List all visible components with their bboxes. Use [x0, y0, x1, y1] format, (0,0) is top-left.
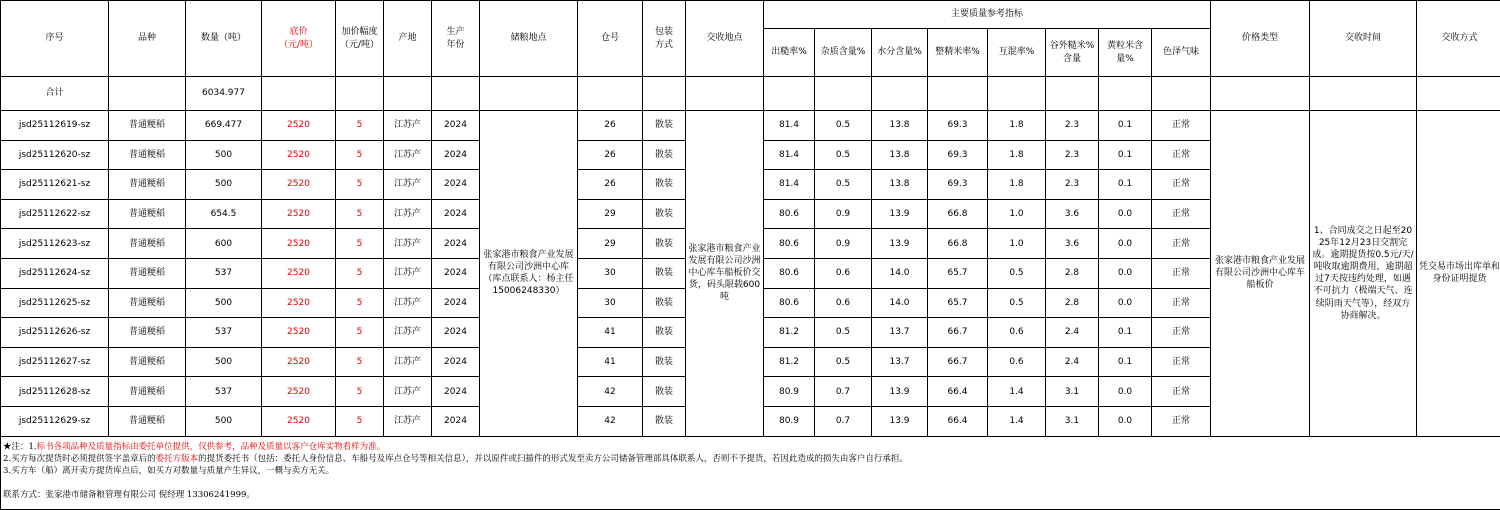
row-q4: 66.7 — [928, 347, 988, 377]
row-price: 2520 — [262, 377, 336, 407]
empty-cell — [480, 77, 578, 111]
row-qty: 500 — [186, 347, 262, 377]
row-q4: 66.8 — [928, 199, 988, 229]
row-q7: 0.1 — [1099, 111, 1152, 141]
header-increment-l1: 加价幅度 — [341, 27, 377, 37]
empty-cell — [988, 77, 1046, 111]
row-price: 2520 — [262, 229, 336, 259]
empty-cell — [686, 77, 764, 111]
row-q3: 13.7 — [872, 347, 928, 377]
notes-cell — [1, 436, 1500, 509]
row-qty: 654.5 — [186, 199, 262, 229]
row-q3: 13.7 — [872, 318, 928, 348]
row-id: jsd25112626-sz — [1, 318, 109, 348]
row-q6: 2.8 — [1046, 288, 1099, 318]
header-q1: 出糙率% — [764, 29, 815, 77]
header-base-price-l1: 底价 — [289, 27, 307, 37]
row-increment: 5 — [336, 170, 384, 200]
row-q5: 1.8 — [988, 111, 1046, 141]
row-pack: 散装 — [643, 347, 686, 377]
row-qty: 537 — [186, 258, 262, 288]
row-year: 2024 — [432, 406, 480, 436]
row-increment: 5 — [336, 288, 384, 318]
header-base-price-l2: （元/吨） — [279, 40, 318, 50]
row-q1: 80.6 — [764, 288, 815, 318]
empty-cell — [928, 77, 988, 111]
row-price: 2520 — [262, 140, 336, 170]
row-q5: 1.4 — [988, 377, 1046, 407]
header-q2: 杂质含量% — [815, 29, 872, 77]
row-price: 2520 — [262, 258, 336, 288]
empty-cell — [336, 77, 384, 111]
row-q5: 1.8 — [988, 170, 1046, 200]
row-q3: 13.9 — [872, 199, 928, 229]
row-q3: 14.0 — [872, 288, 928, 318]
note-1 — [3, 441, 1494, 453]
row-year: 2024 — [432, 347, 480, 377]
row-q1: 81.2 — [764, 318, 815, 348]
row-variety: 普通粳稻 — [109, 111, 186, 141]
row-origin: 江苏产 — [384, 199, 432, 229]
row-q3: 13.8 — [872, 111, 928, 141]
row-q8: 正常 — [1152, 140, 1211, 170]
row-origin: 江苏产 — [384, 111, 432, 141]
row-q6: 2.3 — [1046, 170, 1099, 200]
header-pack-l1: 包装 — [655, 27, 673, 37]
row-warehouse: 41 — [578, 318, 643, 348]
header-base-price — [262, 1, 336, 77]
row-id: jsd25112624-sz — [1, 258, 109, 288]
row-year: 2024 — [432, 140, 480, 170]
row-q3: 14.0 — [872, 258, 928, 288]
row-year: 2024 — [432, 111, 480, 141]
row-price: 2520 — [262, 318, 336, 348]
row-q7: 0.0 — [1099, 377, 1152, 407]
row-q1: 80.6 — [764, 229, 815, 259]
row-pack: 散装 — [643, 170, 686, 200]
row-pack: 散装 — [643, 318, 686, 348]
row-pack: 散装 — [643, 258, 686, 288]
row-q7: 0.0 — [1099, 199, 1152, 229]
row-q8: 正常 — [1152, 258, 1211, 288]
row-q1: 80.9 — [764, 377, 815, 407]
row-price: 2520 — [262, 288, 336, 318]
header-warehouse: 仓号 — [578, 1, 643, 77]
row-id: jsd25112628-sz — [1, 377, 109, 407]
header-q4: 整精米率% — [928, 29, 988, 77]
row-q8: 正常 — [1152, 229, 1211, 259]
row-q5: 0.6 — [988, 347, 1046, 377]
row-price: 2520 — [262, 111, 336, 141]
row-origin: 江苏产 — [384, 170, 432, 200]
row-q3: 13.9 — [872, 229, 928, 259]
note-1-red: 标书各项品种及质量指标由委托单位提供，仅供参考，品种及质量以客户仓库实物看样为准。 — [37, 442, 386, 452]
row-id: jsd25112623-sz — [1, 229, 109, 259]
empty-cell — [578, 77, 643, 111]
row-q4: 66.4 — [928, 406, 988, 436]
row-year: 2024 — [432, 199, 480, 229]
row-origin: 江苏产 — [384, 288, 432, 318]
row-pack: 散装 — [643, 111, 686, 141]
empty-cell — [432, 77, 480, 111]
header-increment — [336, 1, 384, 77]
row-origin: 江苏产 — [384, 318, 432, 348]
header-quality-group: 主要质量参考指标 — [764, 1, 1211, 29]
row-pack: 散装 — [643, 377, 686, 407]
row-warehouse: 26 — [578, 140, 643, 170]
row-q8: 正常 — [1152, 406, 1211, 436]
empty-cell — [1310, 77, 1417, 111]
row-q4: 69.3 — [928, 140, 988, 170]
row-q1: 80.6 — [764, 258, 815, 288]
note-2 — [3, 453, 1494, 465]
total-empty — [109, 77, 186, 111]
header-delivery: 交收地点 — [686, 1, 764, 77]
note-2-a: 2.买方每次提货时必须提供签字盖章后的 — [3, 454, 156, 464]
row-q7: 0.1 — [1099, 347, 1152, 377]
row-origin: 江苏产 — [384, 229, 432, 259]
row-year: 2024 — [432, 170, 480, 200]
header-q3: 水分含量% — [872, 29, 928, 77]
row-q6: 2.4 — [1046, 347, 1099, 377]
empty-cell — [1099, 77, 1152, 111]
header-year-l2: 年份 — [446, 40, 464, 50]
trade-time: 1、合同成交之日起至2025年12月23日交割完成。逾期提货按0.5元/天/吨收取逾期费用，逾期超过7天按违约处理，如遇不可抗力（极端天气、连续阴雨天气等），经双方协商解决。 — [1310, 111, 1417, 437]
row-q3: 13.9 — [872, 406, 928, 436]
row-increment: 5 — [336, 140, 384, 170]
price-type: 张家港市粮食产业发展有限公司沙洲中心库车船板价 — [1211, 111, 1310, 437]
row-increment: 5 — [336, 229, 384, 259]
row-warehouse: 30 — [578, 288, 643, 318]
row-q8: 正常 — [1152, 170, 1211, 200]
row-q5: 1.8 — [988, 140, 1046, 170]
header-q5: 互混率% — [988, 29, 1046, 77]
empty-cell — [384, 77, 432, 111]
row-q4: 69.3 — [928, 111, 988, 141]
row-q7: 0.1 — [1099, 140, 1152, 170]
table-row — [1, 111, 1500, 141]
row-q7: 0.1 — [1099, 170, 1152, 200]
row-variety: 普通粳稻 — [109, 406, 186, 436]
row-warehouse: 41 — [578, 347, 643, 377]
row-warehouse: 29 — [578, 229, 643, 259]
row-q3: 13.9 — [872, 377, 928, 407]
row-price: 2520 — [262, 406, 336, 436]
row-price: 2520 — [262, 170, 336, 200]
header-variety: 品种 — [109, 1, 186, 77]
trade-method: 凭交易市场出库单和身份证明提货 — [1417, 111, 1500, 437]
row-q1: 81.4 — [764, 140, 815, 170]
header-pack-l2: 方式 — [655, 40, 673, 50]
empty-cell — [1046, 77, 1099, 111]
row-origin: 江苏产 — [384, 347, 432, 377]
row-variety: 普通粳稻 — [109, 258, 186, 288]
row-q7: 0.0 — [1099, 406, 1152, 436]
row-q6: 2.8 — [1046, 258, 1099, 288]
row-origin: 江苏产 — [384, 377, 432, 407]
row-increment: 5 — [336, 199, 384, 229]
empty-cell — [262, 77, 336, 111]
header-price-type: 价格类型 — [1211, 1, 1310, 77]
table-body — [1, 77, 1500, 437]
row-id: jsd25112627-sz — [1, 347, 109, 377]
row-q8: 正常 — [1152, 288, 1211, 318]
header-origin: 产地 — [384, 1, 432, 77]
note-1-prefix: ★注：1. — [3, 442, 37, 452]
row-q8: 正常 — [1152, 347, 1211, 377]
row-price: 2520 — [262, 347, 336, 377]
row-origin: 江苏产 — [384, 258, 432, 288]
row-q2: 0.9 — [815, 199, 872, 229]
row-q6: 3.6 — [1046, 199, 1099, 229]
row-warehouse: 30 — [578, 258, 643, 288]
row-increment: 5 — [336, 406, 384, 436]
header-q6: 谷外糙米%含量 — [1046, 29, 1099, 77]
total-qty: 6034.977 — [186, 77, 262, 111]
total-row — [1, 77, 1500, 111]
row-id: jsd25112622-sz — [1, 199, 109, 229]
header-pack — [643, 1, 686, 77]
row-qty: 537 — [186, 377, 262, 407]
row-variety: 普通粳稻 — [109, 288, 186, 318]
row-increment: 5 — [336, 111, 384, 141]
header-storage: 储粮地点 — [480, 1, 578, 77]
row-q1: 81.4 — [764, 111, 815, 141]
row-q8: 正常 — [1152, 111, 1211, 141]
total-label: 合计 — [1, 77, 109, 111]
row-pack: 散装 — [643, 288, 686, 318]
row-qty: 500 — [186, 140, 262, 170]
header-increment-l2: （元/吨） — [340, 40, 379, 50]
row-year: 2024 — [432, 377, 480, 407]
row-q2: 0.5 — [815, 347, 872, 377]
delivery-location: 张家港市粮食产业发展有限公司沙洲中心库车船板价交货，码头限载600吨 — [686, 111, 764, 437]
row-variety: 普通粳稻 — [109, 318, 186, 348]
row-id: jsd25112620-sz — [1, 140, 109, 170]
row-variety: 普通粳稻 — [109, 229, 186, 259]
row-q5: 0.6 — [988, 318, 1046, 348]
row-q8: 正常 — [1152, 199, 1211, 229]
header-trade-method: 交收方式 — [1417, 1, 1500, 77]
row-q2: 0.5 — [815, 140, 872, 170]
header-year-l1: 生产 — [446, 27, 464, 37]
header-trade-time: 交收时间 — [1310, 1, 1417, 77]
contact-info: 联系方式：张家港市储备粮管理有限公司 倪经理 13306241999。 — [3, 489, 1494, 501]
row-warehouse: 26 — [578, 170, 643, 200]
row-q7: 0.0 — [1099, 229, 1152, 259]
empty-cell — [764, 77, 815, 111]
row-origin: 江苏产 — [384, 140, 432, 170]
row-variety: 普通粳稻 — [109, 170, 186, 200]
note-2-red: 委托方版本 — [156, 454, 199, 464]
storage-location: 张家港市粮食产业发展有限公司沙洲中心库（库点联系人：杨主任15006248330） — [480, 111, 578, 437]
row-q4: 65.7 — [928, 258, 988, 288]
row-warehouse: 26 — [578, 111, 643, 141]
row-q6: 2.3 — [1046, 111, 1099, 141]
row-pack: 散装 — [643, 406, 686, 436]
row-q8: 正常 — [1152, 377, 1211, 407]
empty-cell — [1417, 77, 1500, 111]
row-q1: 81.2 — [764, 347, 815, 377]
row-qty: 500 — [186, 288, 262, 318]
row-q2: 0.6 — [815, 258, 872, 288]
row-qty: 537 — [186, 318, 262, 348]
row-q6: 3.6 — [1046, 229, 1099, 259]
row-id: jsd25112621-sz — [1, 170, 109, 200]
note-2-b: 的提货委托书（包括：委托人身份信息、车船号及库点仓号等相关信息），并以原件或扫描件的形式发至卖方公司储备管理部具体联系人，否则不予提货，若因此造成的损失由客户自行承担。 — [198, 454, 908, 464]
row-q2: 0.5 — [815, 170, 872, 200]
row-q8: 正常 — [1152, 318, 1211, 348]
row-q4: 66.4 — [928, 377, 988, 407]
row-qty: 669.477 — [186, 111, 262, 141]
empty-cell — [815, 77, 872, 111]
row-variety: 普通粳稻 — [109, 199, 186, 229]
header-year — [432, 1, 480, 77]
row-year: 2024 — [432, 229, 480, 259]
row-variety: 普通粳稻 — [109, 377, 186, 407]
header-q8: 色泽气味 — [1152, 29, 1211, 77]
row-variety: 普通粳稻 — [109, 140, 186, 170]
row-q6: 3.1 — [1046, 406, 1099, 436]
empty-cell — [872, 77, 928, 111]
empty-cell — [1152, 77, 1211, 111]
row-q2: 0.6 — [815, 288, 872, 318]
row-pack: 散装 — [643, 229, 686, 259]
row-q1: 81.4 — [764, 170, 815, 200]
row-q2: 0.5 — [815, 111, 872, 141]
row-q5: 1.4 — [988, 406, 1046, 436]
row-qty: 500 — [186, 170, 262, 200]
row-q4: 66.8 — [928, 229, 988, 259]
row-q4: 65.7 — [928, 288, 988, 318]
empty-cell — [1211, 77, 1310, 111]
row-warehouse: 29 — [578, 199, 643, 229]
row-qty: 600 — [186, 229, 262, 259]
row-q6: 3.1 — [1046, 377, 1099, 407]
header-q7: 黄粒米含量% — [1099, 29, 1152, 77]
row-id: jsd25112625-sz — [1, 288, 109, 318]
row-year: 2024 — [432, 318, 480, 348]
row-q1: 80.6 — [764, 199, 815, 229]
row-q5: 1.0 — [988, 199, 1046, 229]
row-price: 2520 — [262, 199, 336, 229]
row-q5: 1.0 — [988, 229, 1046, 259]
row-year: 2024 — [432, 258, 480, 288]
row-q6: 2.4 — [1046, 318, 1099, 348]
row-variety: 普通粳稻 — [109, 347, 186, 377]
row-q4: 69.3 — [928, 170, 988, 200]
row-q2: 0.9 — [815, 229, 872, 259]
row-warehouse: 42 — [578, 406, 643, 436]
row-q7: 0.0 — [1099, 258, 1152, 288]
row-q2: 0.7 — [815, 377, 872, 407]
row-increment: 5 — [336, 347, 384, 377]
row-q2: 0.7 — [815, 406, 872, 436]
row-increment: 5 — [336, 318, 384, 348]
row-pack: 散装 — [643, 140, 686, 170]
row-q1: 80.9 — [764, 406, 815, 436]
row-q6: 2.3 — [1046, 140, 1099, 170]
row-q3: 13.8 — [872, 170, 928, 200]
row-warehouse: 42 — [578, 377, 643, 407]
empty-cell — [643, 77, 686, 111]
header-qty: 数量（吨） — [186, 1, 262, 77]
notes — [3, 437, 1500, 501]
row-q3: 13.8 — [872, 140, 928, 170]
row-q5: 0.5 — [988, 288, 1046, 318]
row-pack: 散装 — [643, 199, 686, 229]
row-q5: 0.5 — [988, 258, 1046, 288]
row-increment: 5 — [336, 377, 384, 407]
row-q4: 66.7 — [928, 318, 988, 348]
note-3: 3.买方车（船）离开卖方提货库点后，如买方对数量与质量产生异议，一概与卖方无关。 — [3, 465, 1494, 477]
row-qty: 500 — [186, 406, 262, 436]
row-q7: 0.0 — [1099, 288, 1152, 318]
row-id: jsd25112629-sz — [1, 406, 109, 436]
row-increment: 5 — [336, 258, 384, 288]
row-q2: 0.5 — [815, 318, 872, 348]
row-origin: 江苏产 — [384, 406, 432, 436]
row-id: jsd25112619-sz — [1, 111, 109, 141]
row-year: 2024 — [432, 288, 480, 318]
header-seq: 序号 — [1, 1, 109, 77]
row-q7: 0.1 — [1099, 318, 1152, 348]
